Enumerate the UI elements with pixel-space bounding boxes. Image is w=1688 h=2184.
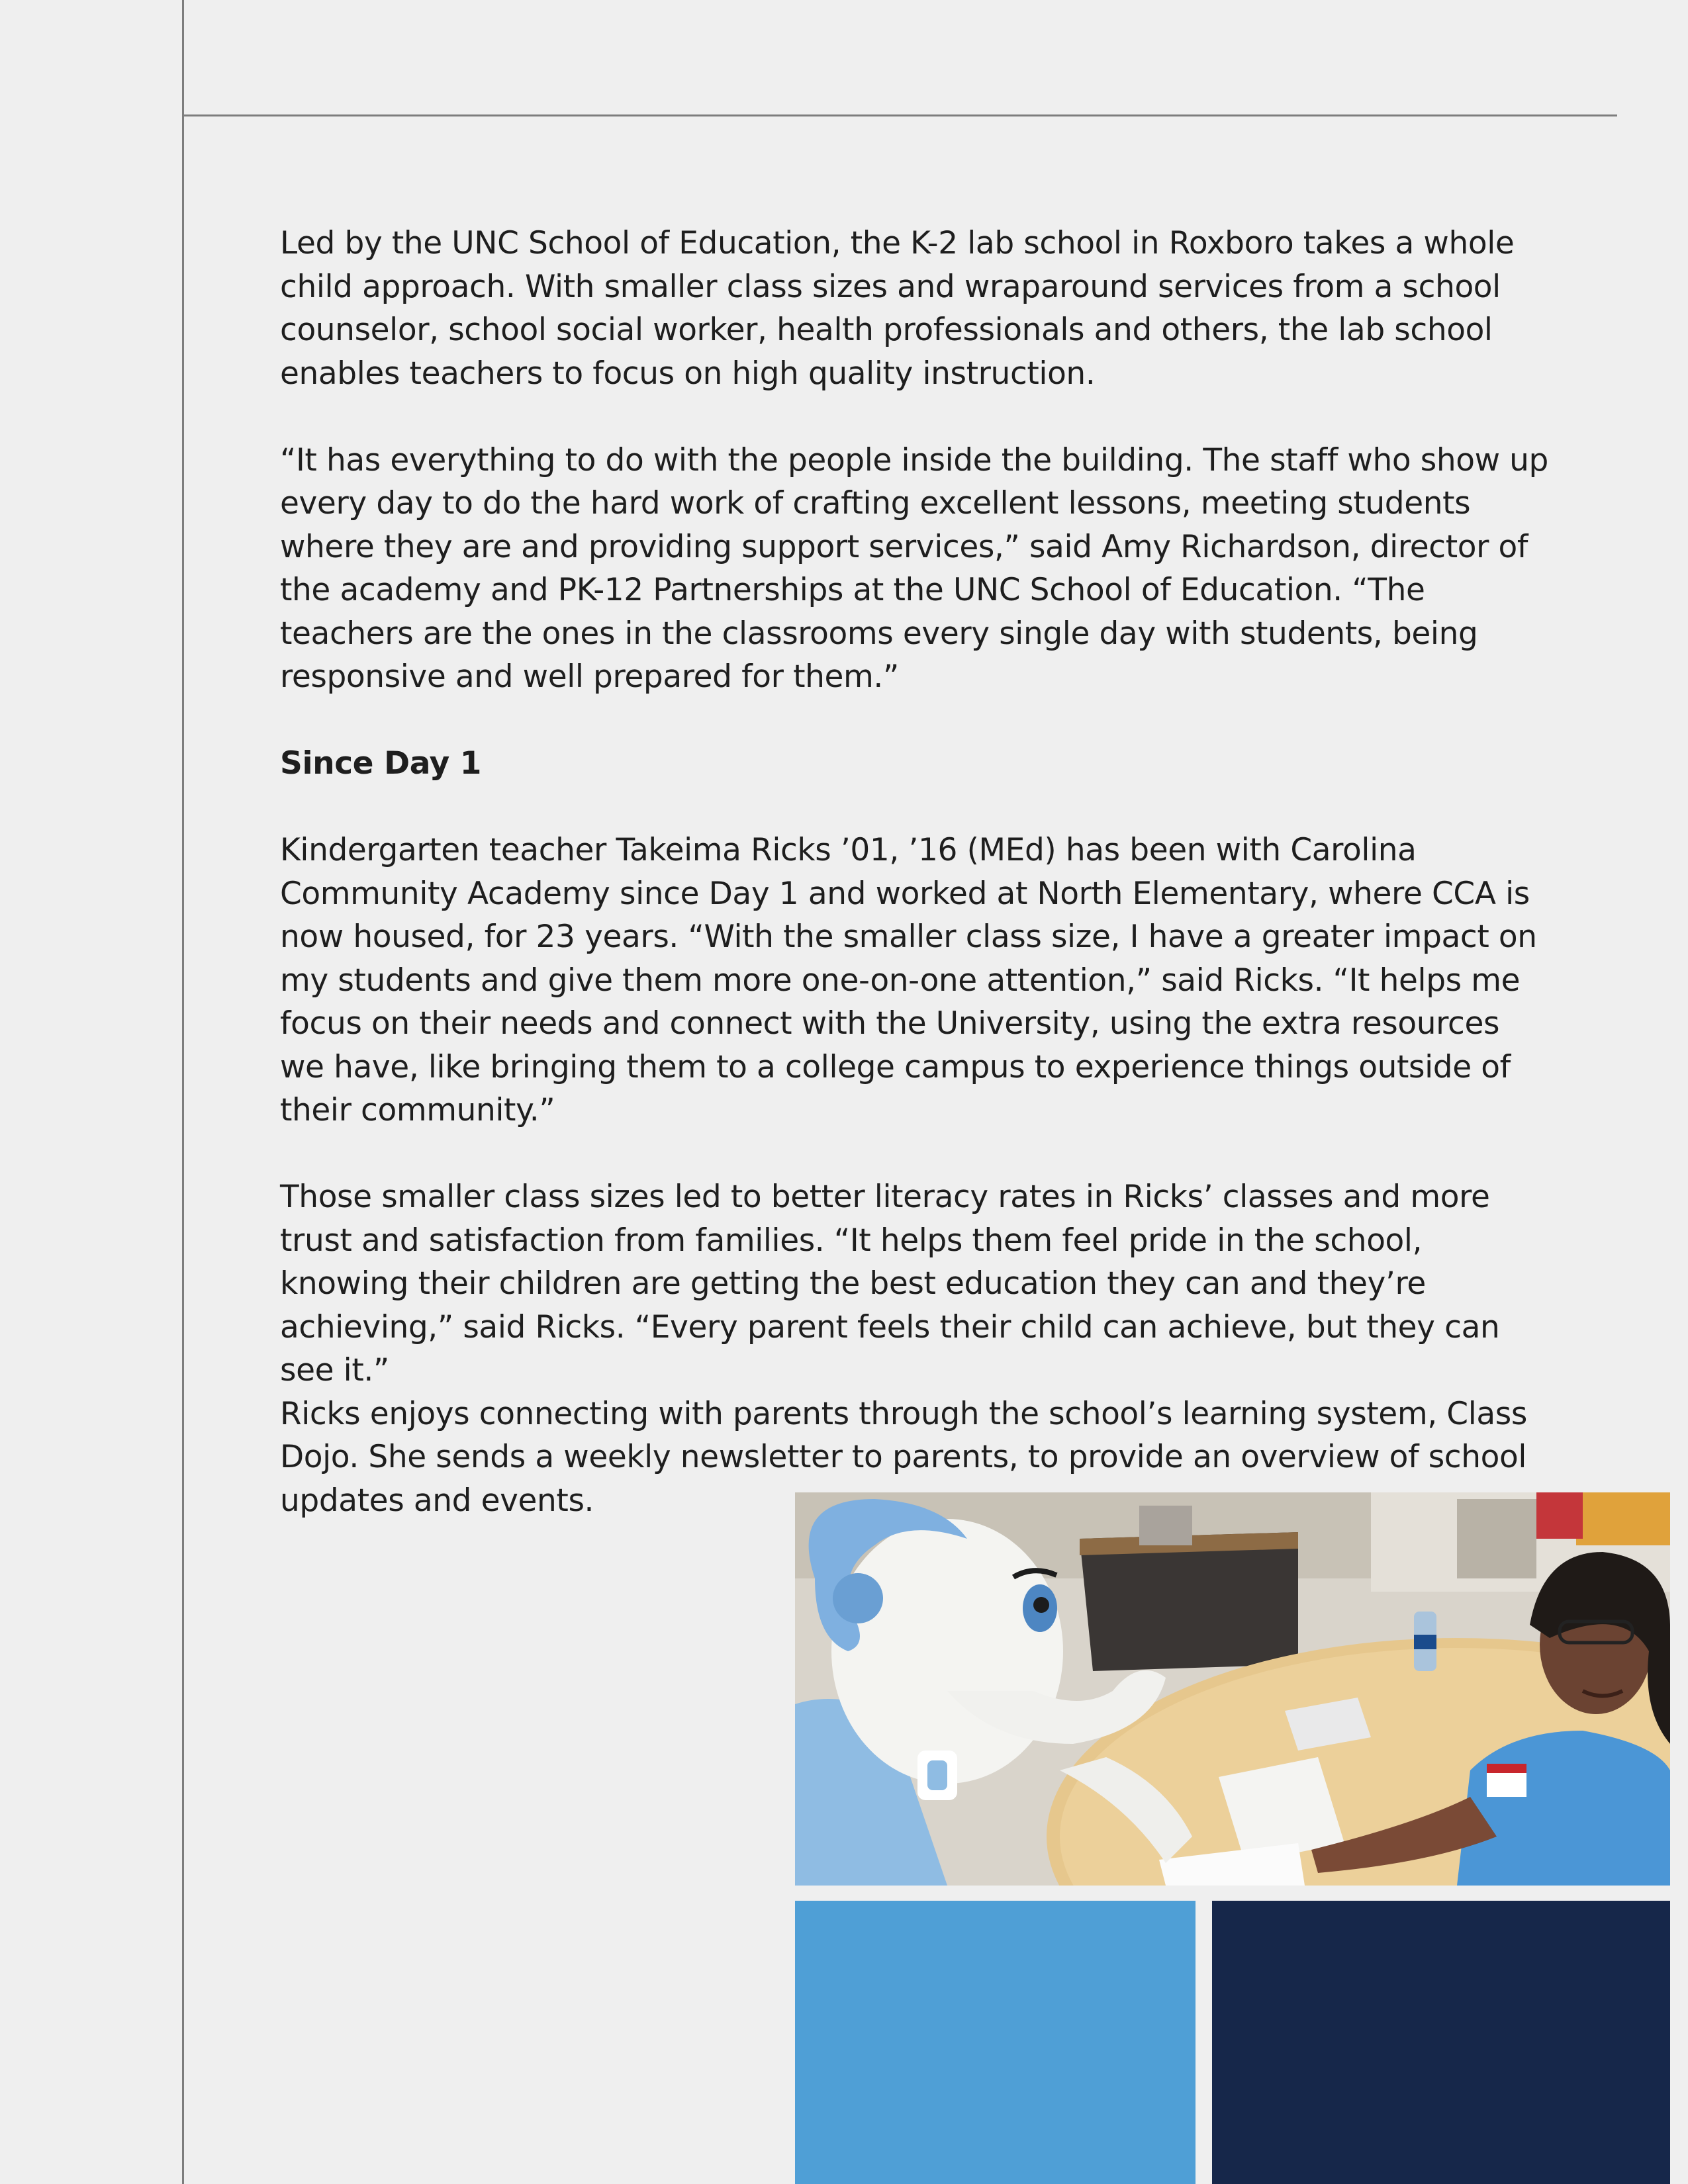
article-body: [280, 222, 1551, 1522]
section-heading: Since Day 1: [280, 745, 482, 782]
paragraph-literacy: Those smaller class sizes led to better literacy rates in Ricks’ classes and more trust and satisfaction from families. “It helps them feel pride in the school, knowing their children are getting the best education they can and they’re achieving,” said Ricks. “Every parent feels their child can achieve, but they can see it.”: [280, 1179, 1500, 1388]
paragraph-ricks-intro: Kindergarten teacher Takeima Ricks ’01, ’16 (MEd) has been with Carolina Community Academy since Day 1 and worked at North Elementary, where CCA is now housed, for 23 years. “With the smaller class size, I have a greater impact on my students and give them more one-on-one attention,” said Ricks. “It helps me focus on their needs and connect with the University, using the extra resources we have, like bringing them to a college campus to experience things outside of their community.”: [280, 832, 1537, 1128]
header-rule: [182, 114, 1617, 116]
classroom-photo-illustration: [795, 1492, 1670, 1886]
paragraph-intro: Led by the UNC School of Education, the K-2 lab school in Roxboro takes a whole child approach. With smaller class sizes and wraparound services from a school counselor, school social worker, health professionals and others, the lab school enables teachers to focus on high quality instruction.: [280, 225, 1515, 392]
paragraph-class-dojo: Ricks enjoys connecting with parents through the school’s learning system, Class Dojo. She sends a weekly newsletter to parents, to provide an overview of school updates and events.: [280, 1395, 1527, 1519]
carolina-blue-color-block: [795, 1901, 1196, 2184]
classroom-photo: [795, 1492, 1670, 1886]
navy-color-block: [1212, 1901, 1670, 2184]
paragraph-richardson-quote: “It has everything to do with the people inside the building. The staff who show up every day to do the hard work of crafting excellent lessons, meeting students where they are and providing support services,” said Amy Richardson, director of the academy and PK-12 Partnerships at the UNC School of Education. “The teachers are the ones in the classrooms every single day with students, being responsive and well prepared for them.”: [280, 441, 1548, 695]
left-margin-rule: [182, 0, 184, 2184]
